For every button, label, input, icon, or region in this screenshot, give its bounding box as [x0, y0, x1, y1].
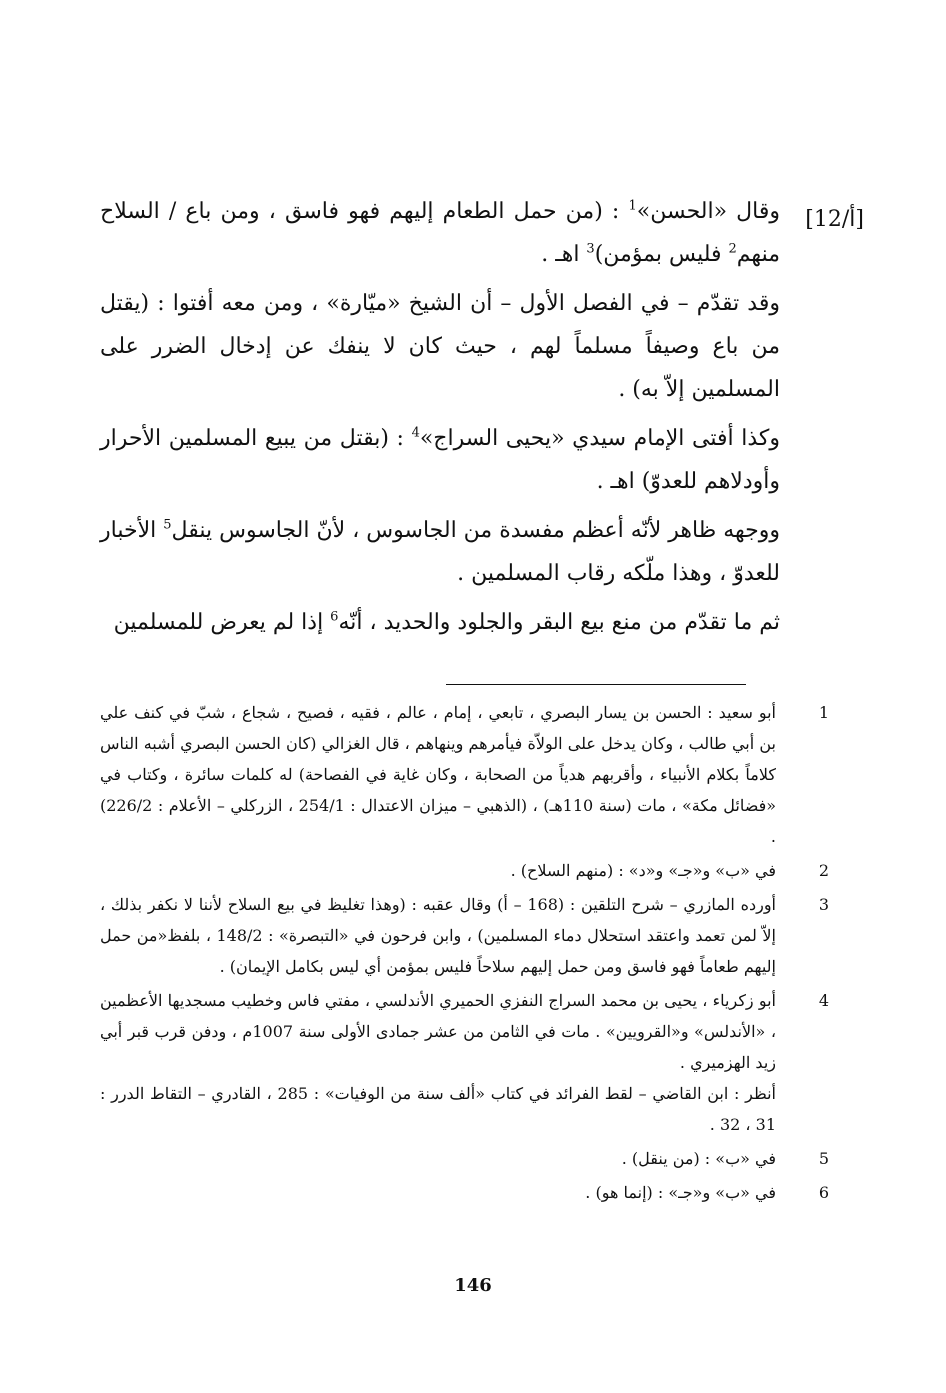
footnote-text: أنظر : ابن القاضي – لقط الفرائد في كتاب «ألف سنة من الوفيات» : 285 ، القادري – التقاط الدرر : 31 ، 32 .: [100, 1084, 776, 1134]
main-text: [100, 190, 780, 650]
text-run: وكذا أفتى الإمام سيدي «يحيى السراج»: [419, 426, 780, 451]
footnote: [100, 889, 830, 982]
footnote-ref: 2: [728, 241, 737, 257]
footnotes: [100, 697, 830, 1211]
text-run: اهـ .: [541, 242, 587, 267]
text-run: وقال «الحسن»: [636, 199, 780, 224]
footnote-number: 4: [818, 991, 830, 1010]
footnote-number: 2: [818, 861, 830, 880]
text-run: ثم ما تقدّم من منع بيع البقر والجلود والحديد ، أنّه: [338, 610, 780, 635]
text-run: الأخبار للعدوّ ، وهذا ملّكه رقاب المسلمين .: [100, 518, 780, 586]
footnote-number: 1: [818, 703, 830, 722]
footnote-number: 3: [818, 895, 830, 914]
footnote-text: في «ب» : (من ينقل) .: [621, 1149, 776, 1168]
folio-marker: [12/أ]: [805, 207, 864, 232]
footnote-text: أبو زكرياء ، يحيى بن محمد السراج النفزي الحميري الأندلسي ، مفتي فاس وخطيب مسجديها الأعظمين ، «الأندلس» و«القرويين» . مات في الثامن من عشر جمادى الأولى سنة 1007م ، ودفن قرب قبر أبي زيد الهزميري .: [100, 991, 777, 1072]
paragraph: [100, 601, 780, 644]
footnote-ref: 5: [163, 517, 172, 533]
text-run: إذا لم يعرض للمسلمين: [113, 610, 331, 635]
footnote-ref: 4: [411, 425, 420, 441]
footnote-ref: 3: [586, 241, 595, 257]
footnote-ref: 6: [330, 609, 339, 625]
paragraph: وقد تقدّم – في الفصل الأول – أن الشيخ «ميّارة» ، ومن معه أفتوا : (يقتل من باع وصيفاً مسلماً لهم ، حيث كان لا ينفك عن إدخال الضرر على المسلمين إلاّ به) .: [100, 291, 780, 402]
footnote-number: 5: [818, 1149, 830, 1168]
footnote-text: في «ب» و«جـ» : (إنما هو) .: [585, 1183, 776, 1202]
footnote: [100, 1177, 830, 1208]
footnote: [100, 1143, 830, 1174]
paragraph: [100, 509, 780, 595]
paragraph: [100, 417, 780, 503]
footnote-text: في «ب» و«جـ» و«د» : (منهم السلاح) .: [510, 861, 776, 880]
footnote: [100, 697, 830, 852]
text-run: ووجهه ظاهر لأنّه أعظم مفسدة من الجاسوس ، لأنّ الجاسوس ينقل: [171, 518, 781, 543]
text-run: : (بقتل من يبيع المسلمين الأحرار وأودلاهم للعدوّ) اهـ .: [100, 426, 780, 494]
page-number: 146: [454, 1275, 492, 1296]
paragraph: [100, 190, 780, 276]
footnote-text: أورده المازري – شرح التلقين : (168 – أ) وقال عقبه : (وهذا تغليظ في بيع السلاح لأننا لا نكفر بذلك ، إلاّ لمن تعمد واعتقد استحلال دماء المسلمين) ، وابن فرحون في «التبصرة» : 148/2 ، بلفظ«من حمل إليهم طعاماً فهو فاسق ومن حمل إليهم سلاحاً فليس بمؤمن أي ليس بكامل الإيمان) .: [100, 895, 777, 976]
footnote-number: 6: [818, 1183, 830, 1202]
footnote: [100, 985, 830, 1140]
footnote-text: أبو سعيد : الحسن بن يسار البصري ، تابعي ، إمام ، عالم ، فقيه ، فصيح ، شجاع ، شبّ في كنف علي بن أبي طالب ، وكان يدخل على الولاّة فيأمرهم وينهاهم ، قال الغزالي (كان الحسن البصري أشبه الناس كلاماً بكلام الأنبياء ، وأقربهم هدياً من الصحابة ، وكان غاية في الفصاحة) له كلمات سائرة ، وكتاب في «فضائل مكة» ، مات (سنة 110هـ) ، (الذهبي – ميزان الاعتدال : 254/1 ، الزركلي – الأعلام : 226/2) .: [100, 703, 777, 846]
footnote: [100, 855, 830, 886]
text-run: فليس بمؤمن): [594, 242, 729, 267]
text-run: : (من حمل الطعام إليهم فهو فاسق ، ومن باع / السلاح منهم: [100, 199, 780, 267]
footnote-separator: [446, 684, 746, 685]
footnote-ref: 1: [628, 198, 637, 214]
